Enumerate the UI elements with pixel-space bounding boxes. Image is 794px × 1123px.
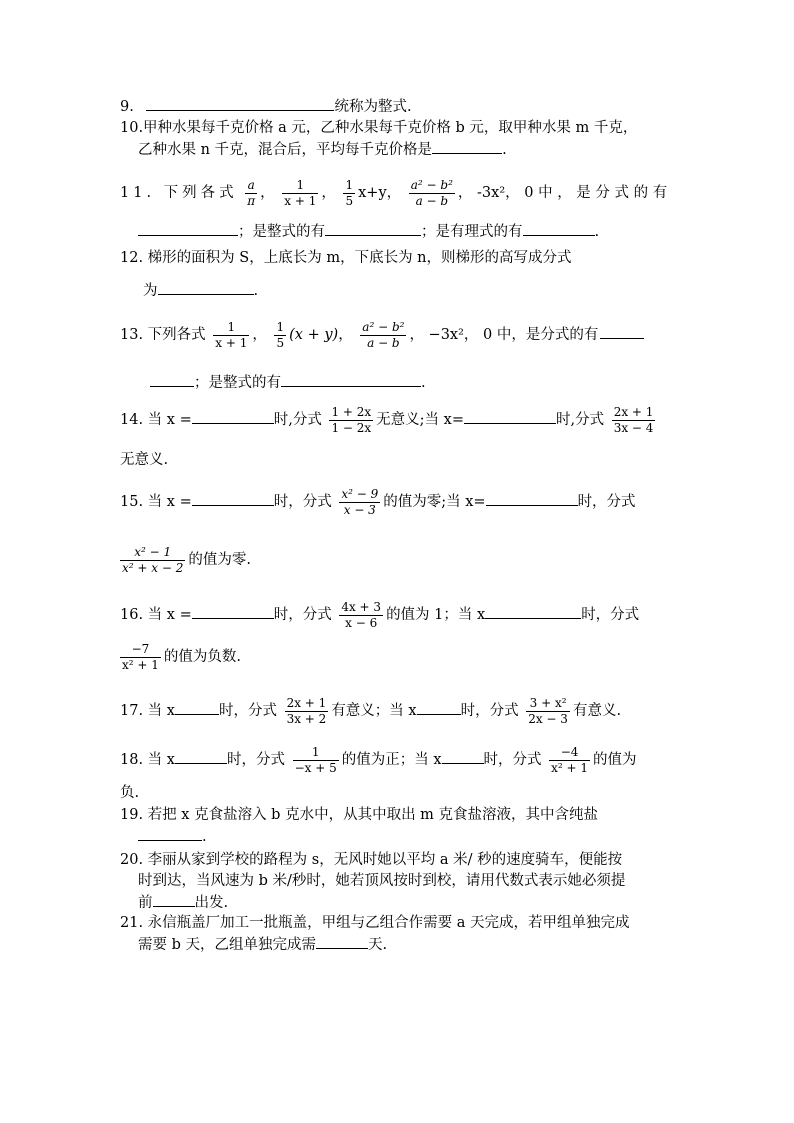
answer-blank[interactable] — [486, 491, 578, 506]
numerator: 1 — [282, 178, 318, 194]
question-16-line-1 — [120, 598, 639, 632]
answer-blank[interactable] — [316, 934, 368, 949]
fraction — [612, 405, 656, 436]
denominator: x − 3 — [343, 502, 376, 517]
numerator: 4x + 3 — [341, 599, 382, 614]
question-text: 15. 当 x = — [120, 494, 192, 510]
numerator: 2x + 1 — [613, 404, 654, 419]
question-text: 天. — [368, 937, 388, 953]
fraction — [409, 178, 455, 209]
answer-blank[interactable] — [138, 826, 202, 841]
denominator: x² + 1 — [551, 760, 589, 775]
question-18-line-2: 负. — [120, 785, 140, 801]
fraction — [293, 745, 339, 776]
question-text: 统称为整式. — [334, 99, 412, 115]
denominator: π — [247, 193, 256, 208]
question-text: 的值为零;当 x= — [383, 494, 486, 510]
question-18-line-1 — [120, 743, 637, 777]
denominator: 1 − 2x — [331, 420, 372, 435]
question-text: ；是整式的有 — [194, 375, 281, 391]
numerator: 1 — [276, 319, 285, 334]
question-text: 的值为零. — [188, 552, 251, 568]
question-text: 的值为 1；当 x — [386, 607, 486, 623]
answer-blank[interactable] — [192, 491, 274, 506]
question-text: 时，分式 — [218, 703, 277, 719]
question-text: 前 — [138, 895, 153, 911]
numerator: 3 + x² — [526, 696, 570, 712]
fraction — [120, 545, 185, 576]
numerator: 1 + 2x — [331, 404, 372, 419]
question-text: 乙种水果 n 千克，混合后，平均每千克价格是 — [138, 142, 433, 158]
denominator: 5 — [276, 335, 285, 350]
punctuation: . — [202, 829, 207, 845]
answer-blank[interactable] — [192, 409, 274, 424]
numerator: a² − b² — [410, 177, 453, 192]
question-15-line-1 — [120, 485, 636, 519]
punctuation: . — [421, 375, 426, 391]
answer-blank[interactable] — [325, 221, 421, 236]
answer-blank[interactable] — [281, 372, 421, 387]
question-text: 17. 当 x — [120, 703, 175, 719]
fraction — [213, 320, 249, 351]
question-text: 为 — [143, 283, 158, 299]
question-text: 14. 当 x = — [120, 412, 192, 428]
expression: (x + y) — [289, 327, 339, 343]
denominator: 5 — [345, 193, 354, 208]
fraction — [526, 696, 570, 727]
question-10-line-2 — [138, 139, 507, 160]
question-14-line-2: 无意义. — [120, 452, 169, 468]
numerator: 1 — [213, 320, 249, 336]
question-text: 时，分式 — [273, 607, 332, 623]
fraction — [339, 487, 380, 518]
answer-blank[interactable] — [146, 96, 334, 111]
question-21-line-1: 21. 永信瓶盖厂加工一批瓶盖，甲组与乙组合作需要 a 天完成，若甲组单独完成 — [120, 915, 630, 931]
punctuation: . — [502, 142, 507, 158]
denominator: x − 6 — [345, 615, 378, 630]
question-text: 时，分式 — [577, 494, 636, 510]
denominator: x² + x − 2 — [122, 560, 184, 575]
answer-blank[interactable] — [150, 372, 194, 387]
question-text: 18. 当 x — [120, 752, 175, 768]
answer-blank[interactable] — [442, 749, 484, 764]
fraction — [343, 178, 355, 209]
question-13-line-2 — [150, 372, 426, 393]
question-text: ；是整式的有 — [238, 224, 325, 240]
denominator: x + 1 — [215, 335, 248, 350]
punctuation: . — [253, 283, 259, 299]
question-20-line-1: 20. 李丽从家到学校的路程为 s，无风时她以平均 a 米/ 秒的速度骑车，便能按 — [120, 852, 623, 868]
answer-blank[interactable] — [523, 221, 595, 236]
fraction — [282, 178, 318, 209]
expression: -3x² — [477, 185, 506, 201]
denominator: a − b — [367, 335, 400, 350]
question-15-line-2 — [120, 543, 251, 577]
question-19-line-1: 19. 若把 x 克食盐溶入 b 克水中，从其中取出 m 克食盐溶液，其中含纯盐 — [120, 807, 599, 823]
fraction — [120, 642, 161, 673]
denominator: −x + 5 — [294, 760, 337, 775]
question-17 — [120, 694, 621, 728]
question-text: 时,分式 — [273, 412, 322, 428]
punctuation: . — [594, 224, 600, 240]
question-12-line-2 — [143, 280, 258, 301]
fraction — [285, 696, 329, 727]
fraction — [274, 320, 286, 351]
numerator: a — [245, 178, 257, 194]
question-13-line-1: 13. 下列各式 $\frac{1}{x + 1}$ ， $\frac{1}{5}$ (x + y)， $\frac{\text{a² − b²}}{a - b}$ ， −3x²， 0 中，是分式的有 — [120, 318, 644, 352]
numerator: x² − 1 — [120, 545, 185, 561]
question-text: 11. 下列各式 — [120, 185, 238, 201]
numerator: −4 — [549, 745, 590, 761]
question-text: 有意义. — [572, 703, 622, 719]
question-text: 需要 b 天，乙组单独完成需 — [138, 937, 316, 953]
question-number: 9. — [120, 99, 134, 115]
question-text: ；是有理式的有 — [421, 224, 523, 240]
question-text: 的值为 — [593, 752, 637, 768]
question-text: 时，分式 — [273, 494, 332, 510]
numerator: 2x + 1 — [286, 695, 327, 710]
answer-blank[interactable] — [600, 324, 644, 339]
numerator: 1 — [345, 177, 354, 192]
fraction — [245, 178, 257, 209]
answer-blank[interactable] — [153, 892, 195, 907]
question-10-line-1: 10.甲种水果每千克价格 a 元，乙种水果每千克价格 b 元，取甲种水果 m 千克， — [120, 120, 638, 136]
answer-blank[interactable] — [417, 700, 461, 715]
numerator: −7 — [120, 642, 161, 658]
question-20-line-3 — [138, 892, 228, 913]
question-12-line-1: 12. 梯形的面积为 S，上底长为 m，下底长为 n，则梯形的高写成分式 — [120, 250, 572, 266]
question-text: 时,分式 — [556, 412, 605, 428]
question-text: 的值为负数. — [163, 649, 242, 665]
answer-blank[interactable] — [175, 700, 219, 715]
fraction — [549, 745, 590, 776]
numerator: a² − b² — [362, 319, 405, 334]
question-text: 时，分式 — [581, 607, 640, 623]
question-text: 时，分式 — [483, 752, 542, 768]
question-16-line-2 — [120, 640, 241, 674]
denominator: x² + 1 — [122, 657, 159, 672]
question-text: 无意义;当 x= — [376, 412, 464, 428]
fraction — [360, 320, 406, 351]
question-20-line-2: 时到达，当风速为 b 米/秒时，她若顶风按时到校，请用代数式表示她必须提 — [138, 873, 626, 889]
question-text: 的值为正；当 x — [341, 752, 442, 768]
fraction — [329, 405, 373, 436]
answer-blank[interactable] — [432, 139, 502, 154]
question-text: 时，分式 — [226, 752, 285, 768]
question-21-line-2 — [138, 934, 387, 955]
answer-blank[interactable] — [485, 604, 581, 619]
question-text: 出发. — [194, 895, 229, 911]
expression: x+y — [358, 185, 387, 201]
question-9 — [120, 96, 412, 117]
question-text: 16. 当 x = — [120, 607, 192, 623]
answer-blank[interactable] — [138, 221, 238, 236]
question-14-line-1 — [120, 403, 658, 437]
denominator: 3x + 2 — [286, 711, 327, 726]
answer-blank[interactable] — [192, 604, 274, 619]
answer-blank[interactable] — [175, 749, 227, 764]
denominator: a − b — [415, 193, 449, 208]
question-text: 13. 下列各式 — [120, 327, 206, 343]
denominator: 2x − 3 — [528, 711, 568, 726]
fraction — [339, 600, 383, 631]
question-text: 有意义；当 x — [331, 703, 417, 719]
numerator: x² − 9 — [341, 486, 379, 501]
question-text: ， −3x²， 0 中，是分式的有 — [409, 327, 599, 343]
question-text: ， 0 中 ， 是 分 式 的 有 — [505, 185, 668, 201]
denominator: 3x − 4 — [613, 420, 654, 435]
question-11-line-2 — [138, 221, 599, 242]
denominator: x + 1 — [284, 193, 317, 208]
question-11-line-1: 11. 下列各式 $\frac{a}{\pi}$ ， $\frac{1}{x + 1}$ ， $\frac{1}{5}$ x+y， $\frac{\text{a² − b²}}{a - b}$ ， -3x²， 0 中 ， 是 分 式 的 有 — [120, 177, 668, 208]
answer-blank[interactable] — [464, 409, 556, 424]
question-text: 时，分式 — [460, 703, 519, 719]
numerator: 1 — [293, 745, 339, 761]
question-19-line-2 — [138, 826, 207, 847]
answer-blank[interactable] — [158, 280, 254, 295]
